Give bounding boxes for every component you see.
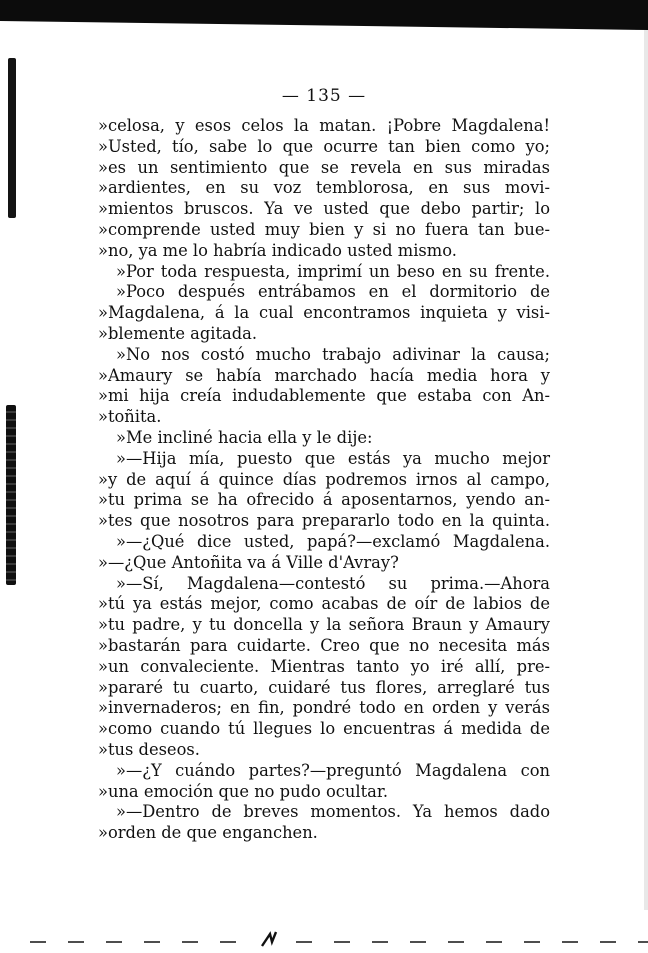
- text-line: »Amaury se había marchado hacía media hora y: [98, 365, 550, 385]
- text-line: »comprende usted muy bien y si no fuera tan bue-: [98, 219, 550, 239]
- text-line: »Por toda respuesta, imprimí un beso en su frente.: [116, 261, 550, 281]
- text-line: »no, ya me lo habría indicado usted mismo.: [98, 240, 457, 260]
- text-line: »mientos bruscos. Ya ve usted que debo partir; lo: [98, 199, 550, 219]
- page-number: — 135 —: [281, 86, 367, 106]
- text-line: »pararé tu cuarto, cuidaré tus flores, arreglaré tus: [98, 677, 550, 697]
- text-line: »Magdalena, á la cual encontramos inquieta y visi-: [98, 303, 550, 323]
- text-line: »tes que nosotros para prepararlo todo en la quinta.: [98, 511, 550, 531]
- text-line: »es un sentimiento que se revela en sus miradas: [98, 157, 550, 177]
- scan-edge-shadow: [0, 0, 648, 30]
- text-line: »—Dentro de breves momentos. Ya hemos dado: [116, 802, 550, 822]
- text-line: »una emoción que no pudo ocultar.: [98, 781, 389, 801]
- text-line: »tu padre, y tu doncella y la señora Braun y Amaury: [98, 615, 550, 635]
- text-line: »un convaleciente. Mientras tanto yo iré allí, pre-: [98, 656, 550, 676]
- text-line: »Me incliné hacia ella y le dije:: [116, 427, 373, 447]
- text-line: »—¿Qué dice usted, papá?—exclamó Magdalena.: [116, 531, 550, 551]
- text-line: »—¿Y cuándo partes?—preguntó Magdalena con: [116, 760, 550, 780]
- text-line: »Usted, tío, sabe lo que ocurre tan bien como yo;: [98, 136, 550, 156]
- text-line: »bastarán para cuidarte. Creo que no necesita más: [98, 635, 550, 655]
- text-line: »No nos costó mucho trabajo adivinar la causa;: [116, 344, 550, 364]
- text-line: »orden de que enganchen.: [98, 823, 318, 843]
- text-line: »tu prima se ha ofrecido á aposentarnos, yendo an-: [98, 490, 550, 510]
- text-line: »como cuando tú llegues lo encuentras á medida de: [98, 719, 550, 739]
- text-line: »celosa, y esos celos la matan. ¡Pobre Magdalena!: [98, 116, 550, 135]
- text-line: »toñita.: [98, 407, 162, 427]
- text-line: »—Hija mía, puesto que estás ya mucho mejor: [116, 448, 550, 468]
- text-line: »Poco después entrábamos en el dormitorio de: [116, 282, 550, 302]
- text-line: »ardientes, en su voz temblorosa, en sus movi-: [98, 178, 550, 198]
- text-line: »invernaderos; en fin, pondré todo en orden y verás: [98, 698, 550, 718]
- bottom-dashed-rule: [0, 930, 648, 948]
- body-text: [98, 116, 550, 844]
- signature-mark: [262, 932, 276, 946]
- scan-binding-mark-lower: [6, 405, 16, 585]
- text-line: »y de aquí á quince días podremos irnos al campo,: [98, 469, 550, 489]
- text-line: »tus deseos.: [98, 739, 200, 759]
- text-line: »blemente agitada.: [98, 323, 258, 343]
- scan-right-edge: [644, 30, 648, 910]
- text-line: »—¿Que Antoñita va á Ville d'Avray?: [98, 552, 399, 572]
- text-line: »tú ya estás mejor, como acabas de oír de labios de: [98, 594, 550, 614]
- text-line: »—Sí, Magdalena—contestó su prima.—Ahora: [116, 573, 550, 593]
- text-line: »mi hija creía indudablemente que estaba con An-: [98, 386, 550, 406]
- scan-binding-mark-upper: [8, 58, 16, 218]
